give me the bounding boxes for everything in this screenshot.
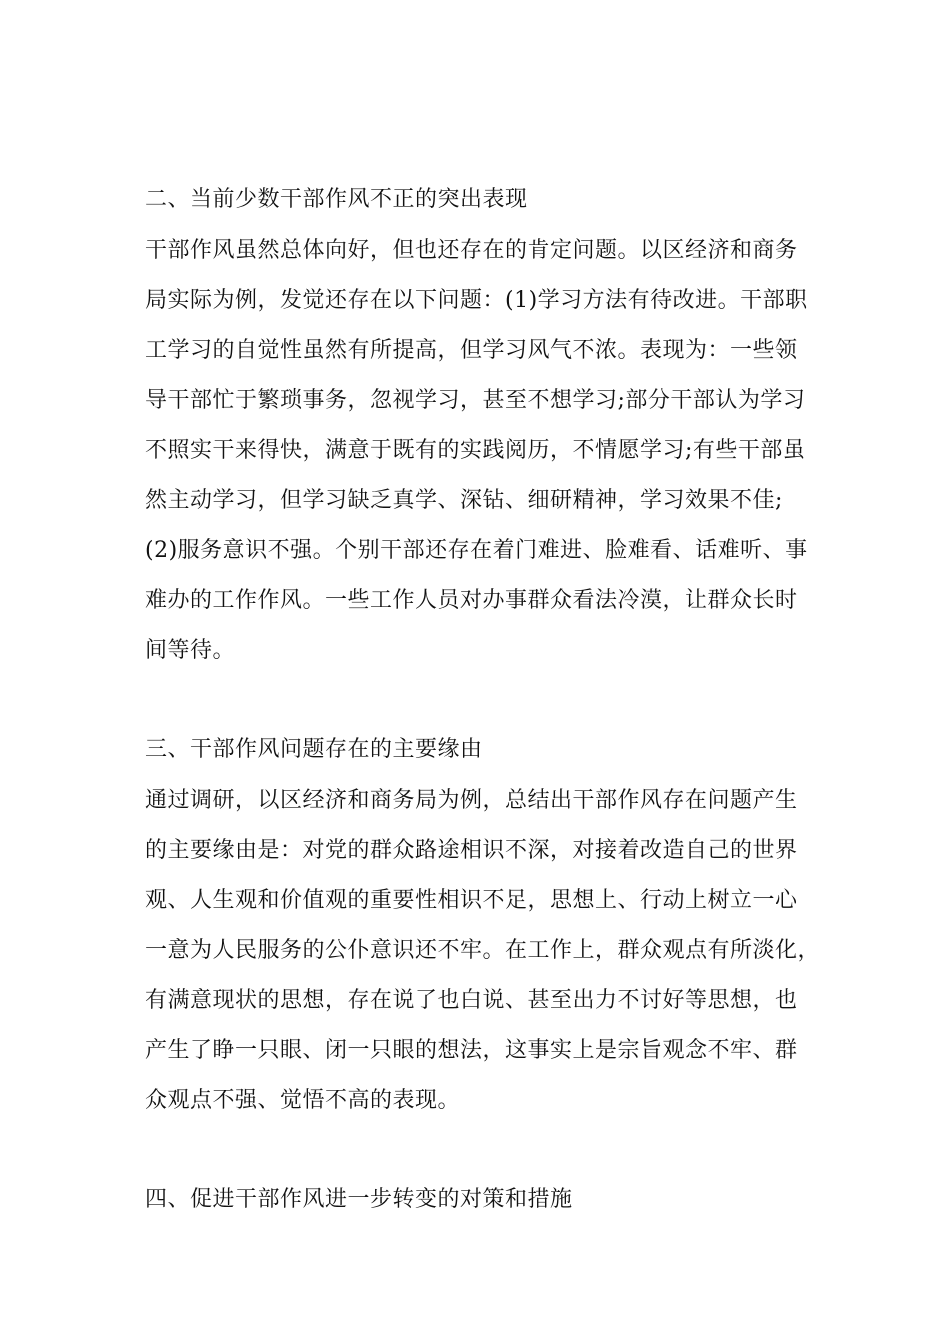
paragraph-line: 不照实干来得快，满意于既有的实践阅历，不情愿学习;有些干部虽 [145, 438, 806, 463]
paragraph-line: 间等待。 [145, 638, 236, 663]
paragraph-line: 通过调研，以区经济和商务局为例，总结出干部作风存在问题产生 [145, 788, 798, 813]
paragraph-line: 有满意现状的思想，存在说了也白说、甚至出力不讨好等思想，也 [145, 988, 798, 1013]
paragraph-line: 的主要缘由是：对党的群众路途相识不深，对接着改造自己的世界 [145, 838, 798, 863]
paragraph-line: 工学习的自觉性虽然有所提高，但学习风气不浓。表现为：一些领 [145, 338, 798, 363]
paragraph-line: 然主动学习，但学习缺乏真学、深钻、细研精神，学习效果不佳; [145, 488, 783, 513]
section-heading: 四、促进干部作风进一步转变的对策和措施 [145, 1187, 573, 1212]
paragraph-line: 干部作风虽然总体向好，但也还存在的肯定问题。以区经济和商务 [145, 238, 798, 263]
paragraph-line: 众观点不强、觉悟不高的表现。 [145, 1088, 461, 1113]
paragraph-line: 难办的工作作风。一些工作人员对办事群众看法冷漠，让群众长时 [145, 588, 798, 613]
paragraph-line: 观、人生观和价值观的重要性相识不足，思想上、行动上树立一心 [145, 888, 798, 913]
paragraph-line: 产生了睁一只眼、闭一只眼的想法，这事实上是宗旨观念不牢、群 [145, 1038, 798, 1063]
section-heading: 三、干部作风问题存在的主要缘由 [145, 737, 483, 762]
paragraph-line: 局实际为例，发觉还存在以下问题：(1)学习方法有待改进。干部职 [145, 288, 808, 313]
paragraph-line: (2)服务意识不强。个别干部还存在着门难进、脸难看、话难听、事 [145, 538, 808, 563]
paragraph-line: 导干部忙于繁琐事务，忽视学习，甚至不想学习;部分干部认为学习 [145, 388, 806, 413]
paragraph-line: 一意为人民服务的公仆意识还不牢。在工作上，群众观点有所淡化， [145, 938, 821, 963]
section-heading: 二、当前少数干部作风不正的突出表现 [145, 187, 528, 212]
